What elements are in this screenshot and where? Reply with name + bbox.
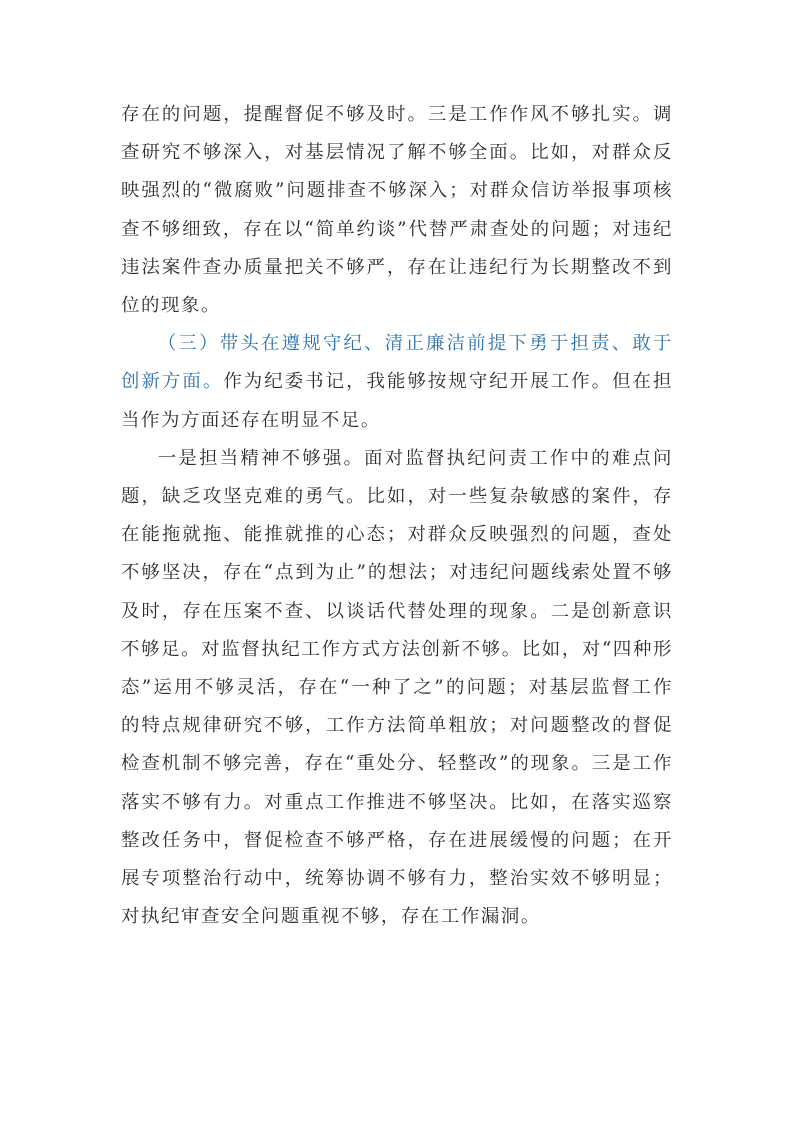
text-run: 作为纪委书记，我能够按规守纪开展工作。但在担当作为方面还存在明显不足。 [121,371,673,431]
text-run: 创新意识不够足。对监督执纪工作方式方法创新不够。比如，对“四种形态”运用不够灵活，存在“一种了之”的问题；对基层监督工作的特点规律研究不够，工作方法简单粗放；对问题整改的督促检查机制不够完善，存在“重处分、轻整改”的现象。 [121,600,673,775]
text-run: 存在的问题，提醒督促不够及时。 [121,104,428,125]
text-run: 担当精神不够强。面对监督执纪问责工作中的难点问题，缺乏攻坚克难的勇气。比如，对一些复杂敏感的案件，存在能拖就拖、能推就推的心态；对群众反映强烈的问题，查处不够坚决，存在“点到为止”的想法；对违纪问题线索处置不够及时，存在压案不查、以谈话代替处理的现象。 [121,447,673,622]
text-run-lead: 三是 [591,753,633,775]
paragraph-body [121,440,673,937]
text-run: 工作作风不够扎实。调查研究不够深入，对基层情况了解不够全面。比如，对群众反映强烈的“微腐败”问题排查不够深入；对群众信访举报事项核查不够细致，存在以“简单约谈”代替严肃查处的问题；对违纪违法案件查办质量把关不够严，存在让违纪行为长期整改不到位的现象。 [121,104,673,317]
paragraph-continuation [121,96,673,325]
text-run-lead: 一是 [157,447,200,469]
text-run-lead: 二是 [550,600,592,622]
text-run-lead: 三是 [427,104,469,125]
paragraph-section-heading [121,325,673,440]
section-heading: （三）带头在遵规守纪、清正廉洁前提下勇于担责、敢于创新方面。 [121,333,673,393]
document-body [121,96,673,936]
text-run: 工作落实不够有力。对重点工作推进不够坚决。比如，在落实巡察整改任务中，督促检查不够严格，存在进展缓慢的问题；在开展专项整治行动中，统筹协调不够有力，整治实效不够明显；对执纪审查安全问题重视不够，存在工作漏洞。 [121,753,674,928]
